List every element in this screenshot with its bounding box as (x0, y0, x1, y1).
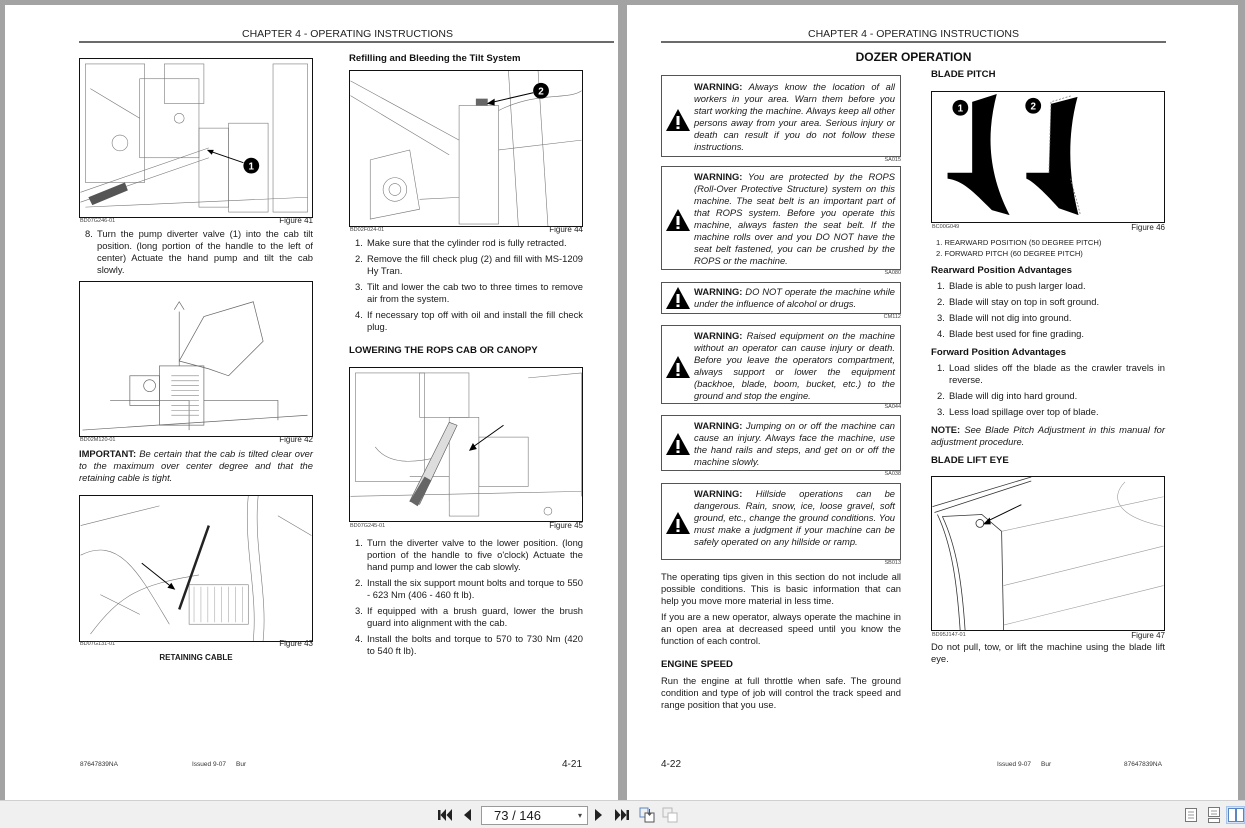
figure-label: Figure 47 (1131, 631, 1165, 640)
retaining-cable-drawing (80, 496, 312, 641)
warning-code: SA038 (884, 471, 901, 477)
warning-box: WARNING: You are protected by the ROPS (Roll-Over Protective Structure) system on this machine. The seat belt is an important part of that ROPS system. Before you operate this machine, always fasten the seat belt. If the machine rolls over and you DO NOT have the seat belt fastened, you can be crushed by the ROPS or the machine. (661, 166, 901, 270)
engine-speed-heading: ENGINE SPEED (661, 659, 733, 670)
footer-part-number: 87647839NA (80, 761, 118, 768)
figure-47-image (931, 476, 1165, 631)
figure-id: BC00G049 (932, 224, 960, 230)
note (931, 424, 1165, 448)
list-item: 2. Blade will stay on top in soft ground. (937, 296, 1100, 307)
figure-label: Figure 42 (279, 435, 313, 444)
list-item: 3. Less load spillage over top of blade. (937, 406, 1099, 417)
svg-text:1: 1 (248, 161, 255, 173)
refill-steps-list (355, 237, 583, 337)
step-8: 8. Turn the pump diverter valve (1) into the cab tilt position. (long portion of the handle to the left of center) Actuate the hand pump and tilt the cab slowly. (85, 228, 313, 275)
extract-page-button[interactable] (638, 807, 656, 823)
header-rule (79, 41, 614, 43)
blade-pitch-heading: BLADE PITCH (931, 69, 996, 80)
important-label: IMPORTANT: (79, 448, 137, 459)
forward-list (937, 362, 1165, 422)
figure-45-image (349, 367, 583, 522)
note-text: See Blade Pitch Adjustment in this manual for adjustment procedure. (931, 424, 1165, 447)
forward-heading: Forward Position Advantages (931, 347, 1067, 358)
fill-check-plug-drawing (350, 71, 582, 226)
single-page-view-button[interactable] (1182, 806, 1200, 824)
list-item: 4. If necessary top off with oil and install the fill check plug. (355, 309, 583, 332)
figure-caption: RETAINING CABLE (159, 653, 233, 662)
diverter-valve-lower-drawing (350, 368, 582, 521)
tips-paragraph-2: If you are a new operator, always operate the machine in an open area at decreased speed until you know the function of each control. (661, 611, 901, 646)
footer-issued: Issued 9-07 (997, 761, 1031, 768)
figure-46-legend (936, 237, 1166, 259)
warning-box: WARNING: Hillside operations can be dangerous. Rain, snow, ice, loose gravel, soft ground, etc., change the ground conditions. You must make a judgment if your machine can be safely operated on any hillside or ramp. (661, 483, 901, 560)
list-item: 4. Blade best used for fine grading. (937, 328, 1084, 339)
engine-speed-text: Run the engine at full throttle when safe. The ground condition and type of job will control the track speed and range position that you use. (661, 675, 901, 710)
list-item: 2. Remove the fill check plug (2) and fill with MS-1209 Hy Tran. (355, 253, 583, 276)
lowering-heading: LOWERING THE ROPS CAB OR CANOPY (349, 345, 538, 356)
list-item: 3. Tilt and lower the cab two to three times to remove air from the system. (355, 281, 583, 304)
blade-lift-eye-drawing (932, 477, 1164, 630)
warning-code: SA044 (884, 404, 901, 410)
list-item: 3. If equipped with a brush guard, lower the brush guard into alignment with the cab. (355, 605, 583, 628)
warning-box: WARNING: DO NOT operate the machine while under the influence of alcohol or drugs. (661, 282, 901, 314)
list-item: 1. Turn the diverter valve to the lower position. (long portion of the handle to five o'clock) Actuate the hand pump and lower the cab slowly. (355, 537, 583, 572)
previous-page-button[interactable] (461, 807, 473, 823)
footer-part-number: 87647839NA (1124, 761, 1162, 768)
lift-eye-text: Do not pull, tow, or lift the machine using the blade lift eye. (931, 641, 1165, 664)
page-dropdown-icon[interactable]: ▾ (577, 811, 582, 820)
continuous-view-icon (1208, 807, 1220, 823)
figure-42-image (79, 281, 313, 437)
warning-triangle-icon (666, 356, 690, 378)
list-item: 1. Make sure that the cylinder rod is fully retracted. (355, 237, 567, 248)
figure-41-image (79, 58, 313, 218)
blade-pitch-drawing (932, 92, 1164, 222)
chapter-header: CHAPTER 4 - OPERATING INSTRUCTIONS (808, 28, 1019, 40)
left-page (5, 5, 618, 800)
list-item: 1. Load slides off the blade as the crawler travels in reverse. (937, 362, 1165, 385)
tilted-cab-drawing (80, 282, 312, 436)
warning-triangle-icon (666, 109, 690, 131)
header-rule (661, 41, 1166, 43)
blade-lift-eye-heading: BLADE LIFT EYE (931, 455, 1009, 466)
figure-label: Figure 44 (549, 225, 583, 234)
svg-text:1: 1 (957, 103, 964, 115)
viewer-toolbar (0, 800, 1245, 828)
rearward-heading: Rearward Position Advantages (931, 265, 1072, 276)
first-page-button[interactable] (437, 807, 453, 823)
next-page-button[interactable] (594, 807, 604, 823)
chapter-header: CHAPTER 4 - OPERATING INSTRUCTIONS (242, 28, 453, 40)
footer-lang: Bur (236, 761, 247, 768)
warning-box: WARNING: Raised equipment on the machine without an operator can cause injury or death. Before you leave the operators compartment, always support or lower the equipment (backhoe, blade, boom, bucket, etc.) to the ground and stop the engine. (661, 325, 901, 404)
page-title: DOZER OPERATION (855, 50, 972, 64)
important-note (79, 448, 313, 484)
next-page-icon (595, 809, 603, 821)
warning-code: SA080 (884, 270, 901, 276)
figure-id: BD07G246-01 (80, 218, 116, 224)
pump-diverter-valve-drawing (80, 59, 312, 217)
last-page-button[interactable] (614, 807, 630, 823)
single-page-icon (1185, 808, 1197, 822)
warning-triangle-icon (666, 433, 690, 455)
compare-page-button[interactable] (661, 807, 679, 823)
footer-lang: Bur (1041, 761, 1052, 768)
last-page-icon (615, 809, 629, 821)
svg-text:2: 2 (538, 86, 544, 98)
warning-triangle-icon (666, 512, 690, 534)
two-page-view-icon (1228, 808, 1244, 822)
figure-id: BD07G245-01 (350, 523, 386, 529)
legend-item: 2. FORWARD PITCH (60 DEGREE PITCH) (936, 249, 1083, 258)
warning-code: SB013 (884, 560, 901, 566)
two-page-view-button[interactable] (1226, 806, 1245, 824)
previous-page-icon (463, 809, 471, 821)
figure-label: Figure 41 (279, 216, 313, 225)
warning-triangle-icon (666, 287, 690, 309)
extract-page-icon (639, 807, 655, 823)
continuous-view-button[interactable] (1205, 806, 1223, 824)
compare-page-icon (662, 807, 678, 823)
warning-code: SA015 (884, 157, 901, 163)
figure-label: Figure 45 (549, 521, 583, 530)
svg-text:2: 2 (1030, 101, 1036, 113)
refill-heading: Refilling and Bleeding the Tilt System (349, 53, 521, 64)
first-page-icon (438, 809, 452, 821)
figure-id: BD07G131-01 (80, 641, 116, 647)
figure-id: BD02F024-01 (350, 227, 385, 233)
figure-label: Figure 43 (279, 639, 313, 648)
page-number: 4-22 (661, 759, 682, 770)
list-item: 3. Blade will not dig into ground. (937, 312, 1072, 323)
page-indicator[interactable]: 73 / 146 (494, 808, 541, 823)
note-label: NOTE: (931, 424, 961, 435)
right-page (627, 5, 1238, 800)
warning-box: WARNING: Always know the location of all workers in your area. Warn them before you start working the machine. Always keep all other persons away from your area. Serious injury or death can result if you do not follow these instructions. (661, 75, 901, 157)
list-item: 4. Install the bolts and torque to 570 to 730 Nm (420 to 540 ft lb). (355, 633, 583, 656)
list-item: 2. Install the six support mount bolts and torque to 550 - 623 Nm (406 - 460 ft lb). (355, 577, 583, 600)
important-text: Be certain that the cab is tilted clear over to the maximum over center degree and that the retaining cable is tight. (79, 448, 313, 483)
figure-id: BD95J147-01 (932, 632, 966, 638)
list-item: 1. Blade is able to push larger load. (937, 280, 1086, 291)
figure-44-image (349, 70, 583, 227)
footer-issued: Issued 9-07 (192, 761, 226, 768)
figure-id: BD02M120-01 (80, 437, 116, 443)
page-number-input[interactable] (481, 806, 588, 825)
lowering-steps-list (355, 537, 583, 661)
tips-paragraph-1: The operating tips given in this section do not include all possible conditions. This is basic information that can help you move more material in less time. (661, 571, 901, 606)
warning-triangle-icon (666, 209, 690, 231)
figure-label: Figure 46 (1131, 223, 1165, 232)
page-number: 4-21 (562, 759, 583, 770)
warning-box: WARNING: Jumping on or off the machine can cause an injury. Always face the machine, use the hand rails and steps, and get on or off the machine slowly. (661, 415, 901, 471)
rearward-list (937, 280, 1165, 344)
warning-code: CM112 (883, 314, 901, 320)
figure-46-image (931, 91, 1165, 223)
legend-item: 1. REARWARD POSITION (50 DEGREE PITCH) (936, 238, 1102, 247)
figure-43-image (79, 495, 313, 642)
list-item: 2. Blade will dig into hard ground. (937, 390, 1078, 401)
